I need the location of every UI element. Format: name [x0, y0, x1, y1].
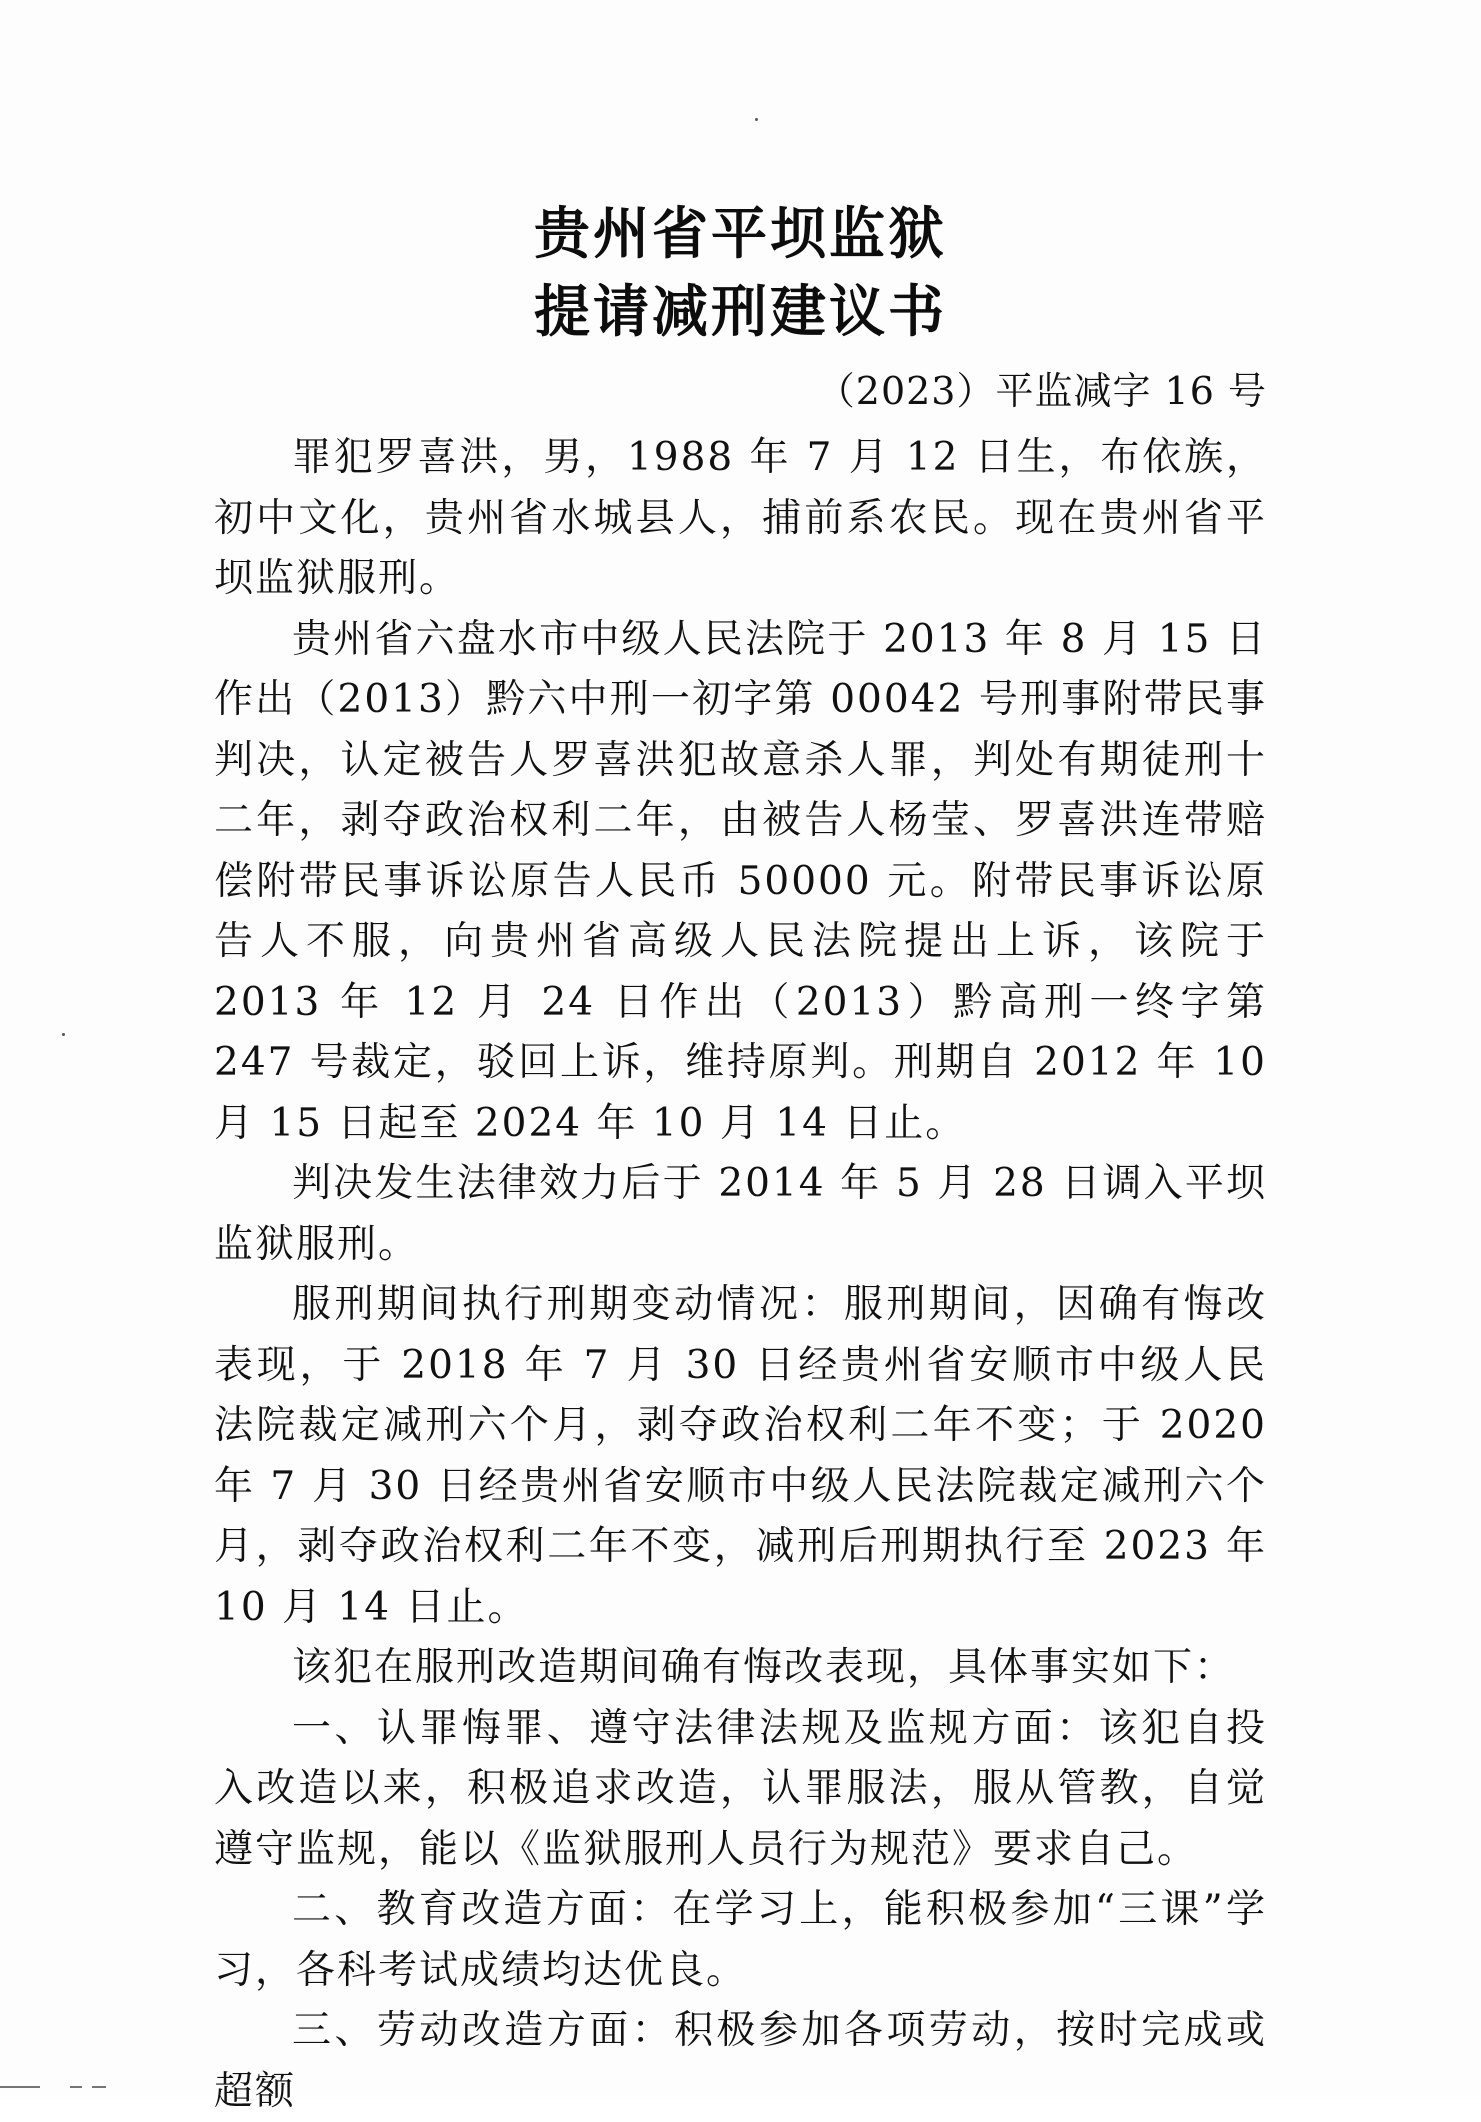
document-title-line1: 贵州省平坝监狱: [534, 202, 947, 267]
document-body: [214, 428, 1267, 2122]
paragraph-labor: 三、劳动改造方面：积极参加各项劳动，按时完成或超额: [214, 2008, 1267, 2114]
document-title-line2: 提请减刑建议书: [534, 280, 947, 345]
paragraph-law-compliance: 一、认罪悔罪、遵守法律法规及监规方面：该犯自投入改造以来，积极追求改造，认罪服法，服从管教，自觉遵守监规，能以《监狱服刑人员行为规范》要求自己。: [214, 1705, 1267, 1872]
paragraph-transfer: 判决发生法律效力后于 2014 年 5 月 28 日调入平坝监狱服刑。: [214, 1161, 1267, 1267]
paragraph-judgment: 贵州省六盘水市中级人民法院于 2013 年 8 月 15 日作出（2013）黔六中刑一初字第 00042 号刑事附带民事判决，认定被告人罗喜洪犯故意杀人罪，判处有期徒刑十二年，剥夺政治权利二年，由被告人杨莹、罗喜洪连带赔偿附带民事诉讼原告人民币 50000 元。附带民事诉讼原告人不服，向贵州省高级人民法院提出上诉，该院于 2013 年 12 月 24 日作出（2013）黔高刑一终字第 247 号裁定，驳回上诉，维持原判。刑期自 2012 年 10 月 15 日起至 2024 年 10 月 14 日止。: [214, 616, 1267, 1146]
scan-edge-marks: [0, 2086, 140, 2092]
scan-speck: [62, 1033, 65, 1036]
document-number: （2023）平监减字 16 号: [816, 369, 1267, 413]
scan-speck: [755, 118, 758, 121]
paragraph-education: 二、教育改造方面：在学习上，能积极参加“三课”学习，各科考试成绩均达优良。: [214, 1887, 1267, 1993]
paragraph-sentence-changes: 服刑期间执行刑期变动情况：服刑期间，因确有悔改表现，于 2018 年 7 月 30 日经贵州省安顺市中级人民法院裁定减刑六个月，剥夺政治权利二年不变；于 2020 年 7 月 30 日经贵州省安顺市中级人民法院裁定减刑六个月，剥夺政治权利二年不变，减刑后刑期执行至 2023 年 10 月 14 日止。: [214, 1282, 1267, 1630]
paragraph-criminal-info: 罪犯罗喜洪，男，1988 年 7 月 12 日生，布依族，初中文化，贵州省水城县人，捕前系农民。现在贵州省平坝监狱服刑。: [214, 435, 1267, 601]
paragraph-facts-intro: 该犯在服刑改造期间确有悔改表现，具体事实如下：: [292, 1645, 1236, 1690]
